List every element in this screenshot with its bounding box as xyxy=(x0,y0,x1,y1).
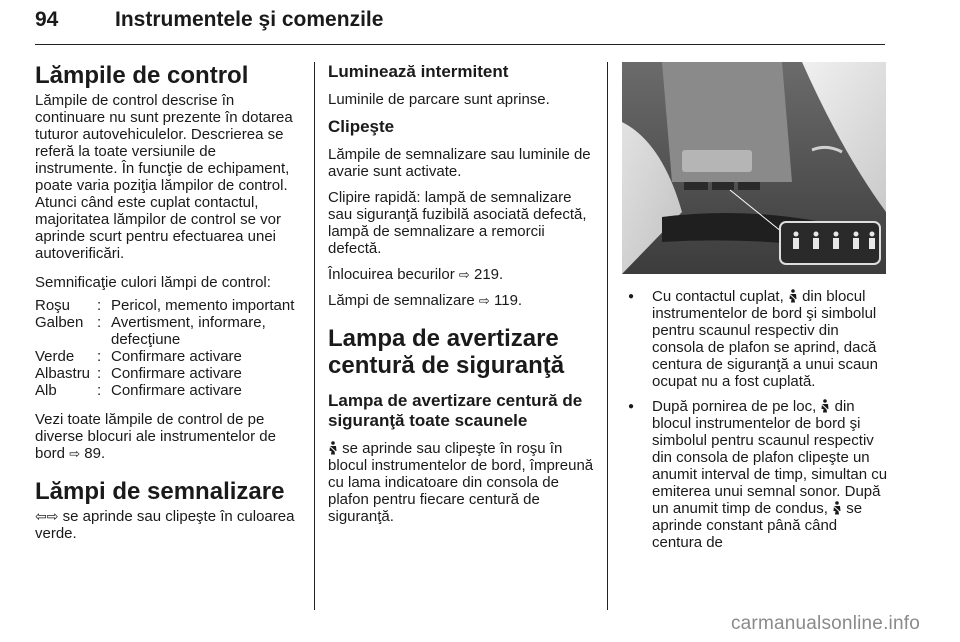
color-meaning: Avertisment, informare, defecţiune xyxy=(111,314,266,348)
subheading-blinking: Clipeşte xyxy=(328,117,395,136)
color-name: Roşu xyxy=(35,297,71,314)
column-left xyxy=(35,62,300,542)
table-row xyxy=(35,382,300,399)
blinking-paragraph-1: Lămpile de semnalizare sau luminile de avarie sunt activate. xyxy=(328,146,591,180)
color-meaning: Confirmare activare xyxy=(111,382,242,399)
seatbelt-icon xyxy=(832,501,842,515)
bullet-2-middle: din blocul instrumentelor de bord şi simbolul pentru scaunul respectiv din consola de plafon clipeşte un anumit interval de timp, simultan cu emiterea unui semnal sonor. După un anumit timp de condus, xyxy=(652,398,888,517)
color-name: Verde xyxy=(35,348,75,365)
table-row xyxy=(35,348,300,365)
watermark: carmanualsonline.info xyxy=(730,613,920,634)
color-separator: : xyxy=(97,314,102,331)
color-separator: : xyxy=(97,382,102,399)
color-name: Albastru xyxy=(35,365,91,382)
table-row xyxy=(35,314,300,348)
bullet-2-end: se aprinde constant până când centura de xyxy=(652,500,863,551)
color-meaning-table xyxy=(35,297,300,399)
seatbelt-paragraph xyxy=(328,440,598,525)
ref-arrow-icon: ⇨ xyxy=(478,293,490,308)
flashing-paragraph: Luminile de parcare sunt aprinse. xyxy=(328,91,550,108)
turn-signal-icon: ⇦⇨ xyxy=(35,508,59,524)
see-all-text: Vezi toate lămpile de control de pe diverse blocuri ale instrumentelor de bord xyxy=(35,411,276,462)
signal-lamps-reference xyxy=(328,292,598,309)
page-number: 94 xyxy=(35,8,59,31)
column-divider xyxy=(607,62,608,610)
column-divider xyxy=(314,62,315,610)
bullet-1-lead: Cu contactul cuplat, xyxy=(652,288,784,305)
page-header xyxy=(35,6,885,45)
seatbelt-text: se aprinde sau clipeşte în roşu în blocul instrumentelor de bord, împreună cu lama indicatoare din consola de plafon pentru fiecare centură de siguranţă. xyxy=(328,440,594,525)
color-separator: : xyxy=(97,365,102,382)
color-separator: : xyxy=(97,348,102,365)
page-reference-link[interactable]: 89. xyxy=(84,445,106,462)
seatbelt-icon xyxy=(788,289,798,303)
table-row xyxy=(35,365,300,382)
list-item xyxy=(622,398,888,551)
color-meaning: Pericol, memento important xyxy=(111,297,295,314)
column-right xyxy=(622,62,888,559)
color-meaning: Confirmare activare xyxy=(111,348,242,365)
bullet-2-lead: După pornirea de pe loc, xyxy=(652,398,817,415)
turn-signal-paragraph xyxy=(35,508,300,542)
turn-signal-text: se aprinde sau clipeşte în culoarea verde. xyxy=(35,508,295,542)
color-separator: : xyxy=(97,297,102,314)
bulb-reference xyxy=(328,266,598,283)
signal-lamps-text: Lămpi de semnalizare xyxy=(328,292,475,309)
column-middle xyxy=(328,62,598,525)
color-meaning: Confirmare activare xyxy=(111,365,242,382)
blinking-paragraph-2: Clipire rapidă: lampă de semnalizare sau siguranţă fuzibilă asociată defectă, lampă de semnalizare a remorcii defectă. xyxy=(328,189,587,257)
page-reference-link[interactable]: 119. xyxy=(494,292,523,309)
seatbelt-bullet-list xyxy=(622,288,888,551)
section-heading-turn-signals: Lămpi de semnalizare xyxy=(35,478,285,505)
bulb-reference-text: Înlocuirea becurilor xyxy=(328,266,455,283)
table-row xyxy=(35,297,300,314)
running-title: Instrumentele şi comenzile xyxy=(115,8,384,31)
color-name: Galben xyxy=(35,314,84,331)
bullet-1-rest: din blocul instrumentelor de bord şi simbolul pentru scaunul respectiv din consola de plafon se aprind, dacă centura de siguranţă a unui scaun ocupat nu a fost cuplată. xyxy=(652,288,878,390)
ref-arrow-icon: ⇨ xyxy=(458,267,470,282)
ref-arrow-icon: ⇨ xyxy=(69,446,81,461)
list-item xyxy=(622,288,888,390)
subheading-flashing: Luminează intermitent xyxy=(328,62,509,81)
subheading-seatbelt-all: Lampa de avertizare centură de siguranţă toate scaunele xyxy=(328,391,583,430)
seatbelt-icon xyxy=(820,399,830,413)
section-heading-control-lamps: Lămpile de control xyxy=(35,62,249,89)
section-heading-seatbelt-warning: Lampa de avertizare centură de siguranţă xyxy=(328,325,565,379)
seatbelt-icon xyxy=(328,441,338,455)
page-reference-link[interactable]: 219. xyxy=(473,266,504,283)
see-all-paragraph xyxy=(35,411,300,462)
colors-intro: Semnificaţie culori lămpi de control: xyxy=(35,274,271,291)
roof-console-photo xyxy=(622,62,886,274)
color-name: Alb xyxy=(35,382,57,399)
intro-paragraph: Lămpile de control descrise în continuare nu sunt prezente în dotarea tuturor autovehiculelor. Descrierea se referă la toate versiunile de instrumente. În funcţie de echipament, poate varia poziţia lămpilor de control. Atunci când este cuplat contactul, majoritatea lămpilor de control se vor aprinde scurt pentru efectuarea unei autoverificări. xyxy=(35,92,293,262)
